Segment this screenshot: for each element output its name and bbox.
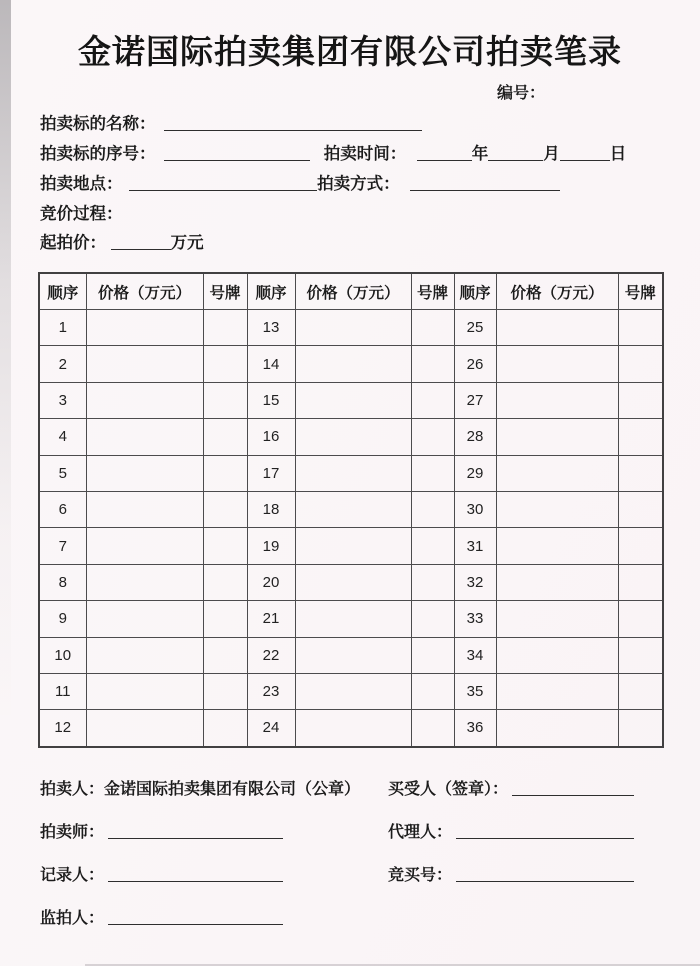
table-header-row xyxy=(39,273,663,310)
order-cell: 31 xyxy=(454,528,496,564)
agent-line xyxy=(388,819,634,842)
lot-serial-time-line xyxy=(40,140,626,164)
table-row xyxy=(39,382,663,418)
start-price-unit: 万元 xyxy=(170,234,204,252)
price-cell xyxy=(496,528,618,564)
agent-label: 代理人： xyxy=(388,824,453,841)
price-cell xyxy=(496,310,618,346)
price-cell xyxy=(86,564,203,600)
auction-time-label: 拍卖时间： xyxy=(323,145,407,163)
column-header: 号牌 xyxy=(203,273,247,310)
order-cell: 20 xyxy=(247,564,295,600)
column-header: 价格（万元） xyxy=(496,273,618,310)
table-row xyxy=(39,491,663,527)
day-blank xyxy=(560,145,610,161)
plate-cell xyxy=(411,310,454,346)
column-header: 价格（万元） xyxy=(295,273,411,310)
plate-cell xyxy=(203,564,247,600)
order-cell: 13 xyxy=(247,310,295,346)
plate-cell xyxy=(203,455,247,491)
plate-cell xyxy=(618,382,663,418)
order-cell: 30 xyxy=(454,491,496,527)
order-cell: 7 xyxy=(39,528,86,564)
price-cell xyxy=(295,346,411,382)
bidding-process-line xyxy=(40,200,123,224)
order-cell: 22 xyxy=(247,637,295,673)
plate-cell xyxy=(203,637,247,673)
plate-cell xyxy=(411,637,454,673)
lot-name-blank xyxy=(164,115,422,131)
plate-cell xyxy=(203,346,247,382)
price-cell xyxy=(496,673,618,709)
order-cell: 23 xyxy=(247,673,295,709)
order-cell: 26 xyxy=(454,346,496,382)
recorder-label: 记录人： xyxy=(40,867,105,884)
start-price-line xyxy=(40,229,204,253)
order-cell: 8 xyxy=(39,564,86,600)
column-header: 价格（万元） xyxy=(86,273,203,310)
order-cell: 18 xyxy=(247,491,295,527)
order-cell: 21 xyxy=(247,601,295,637)
price-cell xyxy=(295,601,411,637)
month-blank xyxy=(488,145,543,161)
supervisor-label: 监拍人： xyxy=(40,910,105,927)
price-cell xyxy=(86,710,203,747)
plate-cell xyxy=(618,601,663,637)
plate-cell xyxy=(618,710,663,747)
plate-cell xyxy=(618,637,663,673)
auction-table-body xyxy=(39,310,663,747)
auction-master-label: 拍卖师： xyxy=(40,824,105,841)
start-price-label: 起拍价： xyxy=(40,234,106,252)
price-cell xyxy=(496,564,618,600)
price-cell xyxy=(295,637,411,673)
table-row xyxy=(39,673,663,709)
price-cell xyxy=(86,601,203,637)
scan-edge-shadow-left xyxy=(0,0,11,966)
plate-cell xyxy=(411,346,454,382)
price-cell xyxy=(295,455,411,491)
order-cell: 6 xyxy=(39,491,86,527)
price-cell xyxy=(86,382,203,418)
plate-cell xyxy=(411,601,454,637)
price-cell xyxy=(496,710,618,747)
price-cell xyxy=(496,601,618,637)
order-cell: 1 xyxy=(39,310,86,346)
price-cell xyxy=(295,710,411,747)
agent-blank xyxy=(456,823,634,839)
bidder-number-label: 竞买号： xyxy=(388,867,453,884)
column-header: 顺序 xyxy=(247,273,295,310)
price-cell xyxy=(295,382,411,418)
location-method-line xyxy=(40,170,560,194)
table-row xyxy=(39,601,663,637)
plate-cell xyxy=(618,528,663,564)
bidder-number-blank xyxy=(456,866,634,882)
location-blank xyxy=(129,175,317,191)
year-blank xyxy=(417,145,472,161)
column-header: 顺序 xyxy=(39,273,86,310)
price-cell xyxy=(295,564,411,600)
bidding-record-table xyxy=(38,272,664,748)
order-cell: 35 xyxy=(454,673,496,709)
bidding-process-label: 竞价过程： xyxy=(40,205,123,223)
price-cell xyxy=(86,419,203,455)
table-row xyxy=(39,710,663,747)
auctioneer-label: 拍卖人：金诺国际拍卖集团有限公司（公章） xyxy=(40,781,361,798)
order-cell: 11 xyxy=(39,673,86,709)
price-cell xyxy=(496,491,618,527)
supervisor-line xyxy=(40,905,283,928)
table-row xyxy=(39,528,663,564)
column-header: 顺序 xyxy=(454,273,496,310)
table-row xyxy=(39,310,663,346)
plate-cell xyxy=(618,673,663,709)
price-cell xyxy=(496,637,618,673)
price-cell xyxy=(295,310,411,346)
plate-cell xyxy=(411,710,454,747)
price-cell xyxy=(295,491,411,527)
order-cell: 29 xyxy=(454,455,496,491)
order-cell: 10 xyxy=(39,637,86,673)
method-blank xyxy=(410,175,560,191)
method-label: 拍卖方式： xyxy=(317,175,400,193)
order-cell: 27 xyxy=(454,382,496,418)
price-cell xyxy=(86,673,203,709)
table-row xyxy=(39,637,663,673)
price-cell xyxy=(496,455,618,491)
plate-cell xyxy=(203,528,247,564)
plate-cell xyxy=(203,310,247,346)
plate-cell xyxy=(203,382,247,418)
plate-cell xyxy=(411,528,454,564)
plate-cell xyxy=(411,673,454,709)
auction-master-line xyxy=(40,819,283,842)
plate-cell xyxy=(618,310,663,346)
price-cell xyxy=(86,346,203,382)
order-cell: 4 xyxy=(39,419,86,455)
page-title: 金诺国际拍卖集团有限公司拍卖笔录 xyxy=(78,33,622,70)
order-cell: 33 xyxy=(454,601,496,637)
plate-cell xyxy=(618,491,663,527)
order-cell: 3 xyxy=(39,382,86,418)
recorder-line xyxy=(40,862,283,885)
month-suffix: 月 xyxy=(543,145,560,163)
order-cell: 32 xyxy=(454,564,496,600)
order-cell: 2 xyxy=(39,346,86,382)
plate-cell xyxy=(618,346,663,382)
order-cell: 25 xyxy=(454,310,496,346)
lot-name-label: 拍卖标的名称： xyxy=(40,115,156,133)
plate-cell xyxy=(411,564,454,600)
order-cell: 24 xyxy=(247,710,295,747)
plate-cell xyxy=(618,564,663,600)
price-cell xyxy=(86,491,203,527)
price-cell xyxy=(496,346,618,382)
auctioneer-line xyxy=(40,776,360,799)
order-cell: 12 xyxy=(39,710,86,747)
start-price-blank xyxy=(111,234,171,250)
plate-cell xyxy=(203,419,247,455)
doc-number-label: 编号： xyxy=(497,85,546,102)
order-cell: 19 xyxy=(247,528,295,564)
price-cell xyxy=(86,455,203,491)
order-cell: 17 xyxy=(247,455,295,491)
column-header: 号牌 xyxy=(618,273,663,310)
price-cell xyxy=(86,637,203,673)
column-header: 号牌 xyxy=(411,273,454,310)
order-cell: 28 xyxy=(454,419,496,455)
order-cell: 15 xyxy=(247,382,295,418)
plate-cell xyxy=(618,455,663,491)
lot-serial-label: 拍卖标的序号： xyxy=(40,145,156,163)
order-cell: 16 xyxy=(247,419,295,455)
price-cell xyxy=(496,382,618,418)
price-cell xyxy=(295,528,411,564)
buyer-line xyxy=(388,776,634,799)
price-cell xyxy=(86,310,203,346)
plate-cell xyxy=(203,601,247,637)
supervisor-blank xyxy=(108,909,283,925)
table-row xyxy=(39,564,663,600)
bidder-number-line xyxy=(388,862,634,885)
plate-cell xyxy=(203,491,247,527)
order-cell: 5 xyxy=(39,455,86,491)
plate-cell xyxy=(203,710,247,747)
plate-cell xyxy=(411,419,454,455)
plate-cell xyxy=(618,419,663,455)
location-label: 拍卖地点： xyxy=(40,175,123,193)
plate-cell xyxy=(411,491,454,527)
year-suffix: 年 xyxy=(471,145,489,163)
order-cell: 34 xyxy=(454,637,496,673)
buyer-blank xyxy=(512,780,634,796)
table-row xyxy=(39,346,663,382)
buyer-label: 买受人（签章）： xyxy=(388,781,509,798)
price-cell xyxy=(496,419,618,455)
plate-cell xyxy=(411,455,454,491)
order-cell: 36 xyxy=(454,710,496,747)
plate-cell xyxy=(203,673,247,709)
price-cell xyxy=(295,673,411,709)
day-suffix: 日 xyxy=(609,145,627,163)
lot-serial-blank xyxy=(164,145,310,161)
price-cell xyxy=(295,419,411,455)
table-row xyxy=(39,455,663,491)
auction-master-blank xyxy=(108,823,283,839)
recorder-blank xyxy=(108,866,283,882)
lot-name-line xyxy=(40,110,422,134)
price-cell xyxy=(86,528,203,564)
plate-cell xyxy=(411,382,454,418)
order-cell: 9 xyxy=(39,601,86,637)
order-cell: 14 xyxy=(247,346,295,382)
table-row xyxy=(39,419,663,455)
